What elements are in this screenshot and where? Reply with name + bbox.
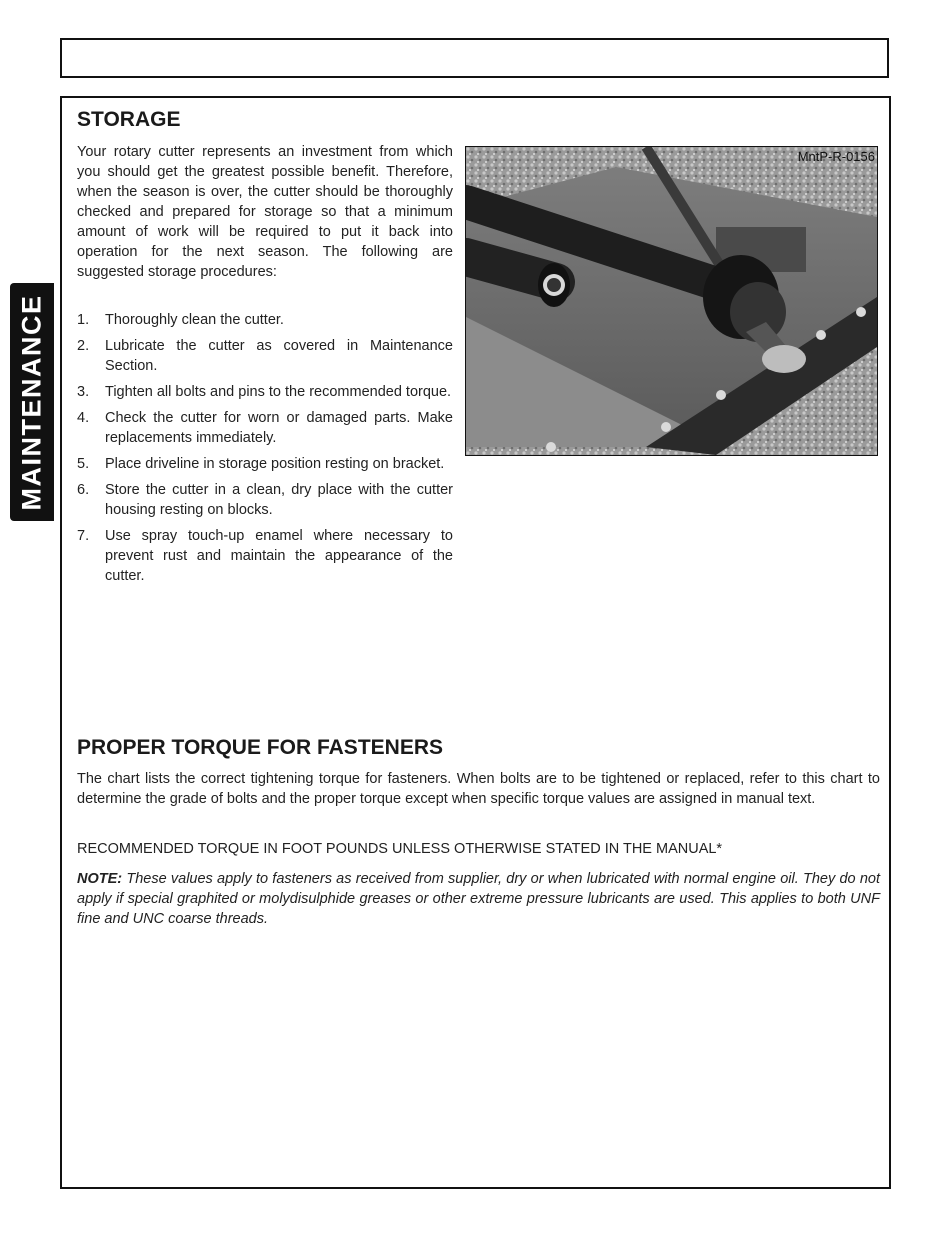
list-item [77,526,453,586]
cutter-storage-photo [465,146,878,456]
step-text: Use spray touch-up enamel where necessary to prevent rust and maintain the appearance of the cutter. [105,528,453,584]
step-number: 3. [77,384,90,400]
list-item [77,382,453,402]
list-item [77,310,453,330]
step-number: 2. [77,338,90,354]
step-number: 5. [77,456,90,472]
step-text: Thoroughly clean the cutter. [105,312,284,328]
torque-recommended-line: RECOMMENDED TORQUE IN FOOT POUNDS UNLESS OTHERWISE STATED IN THE MANUAL* [77,841,723,857]
note-label: NOTE: [77,871,123,887]
photo-reference-code: MntP-R-0156 [797,149,875,164]
storage-heading: STORAGE [77,108,181,131]
page-header-box [60,38,889,78]
torque-paragraph: The chart lists the correct tightening torque for fasteners. When bolts are to be tightened or replaced, refer to this chart to determine the grade of bolts and the proper torque except when specific torque values are assigned in manual text. [77,771,880,807]
torque-heading: PROPER TORQUE FOR FASTENERS [77,736,443,759]
step-text: Check the cutter for worn or damaged parts. Make replacements immediately. [105,410,453,446]
list-item [77,336,453,376]
note-text: These values apply to fasteners as received from supplier, dry or when lubricated with normal engine oil. They do not apply if special graphited or molydisulphide greases or other extreme pressure lubricants are used. This applies to both UNF fine and UNC coarse threads. [77,871,880,927]
step-number: 1. [77,312,90,328]
step-text: Tighten all bolts and pins to the recommended torque. [105,384,452,400]
step-number: 4. [77,410,90,426]
step-text: Place driveline in storage position resting on bracket. [105,456,445,472]
list-item [77,454,453,474]
step-number: 6. [77,482,90,498]
section-side-tab [10,283,54,521]
cutter-driveline-illustration [466,147,877,455]
section-side-tab-label: MAINTENANCE [16,294,47,510]
storage-steps [77,310,453,592]
step-text: Lubricate the cutter as covered in Maintenance Section. [105,338,453,374]
storage-intro: Your rotary cutter represents an investment from which you should get the greatest possible benefit. Therefore, when the season is over, the cutter should be thoroughly checked and prepared for storage so that a minimum amount of work will be required to put it back into operation for the next season. The following are suggested storage procedures: [77,144,453,280]
step-text: Store the cutter in a clean, dry place with the cutter housing resting on blocks. [105,482,453,518]
torque-note [77,869,880,929]
list-item [77,480,453,520]
step-number: 7. [77,528,90,544]
list-item [77,408,453,448]
